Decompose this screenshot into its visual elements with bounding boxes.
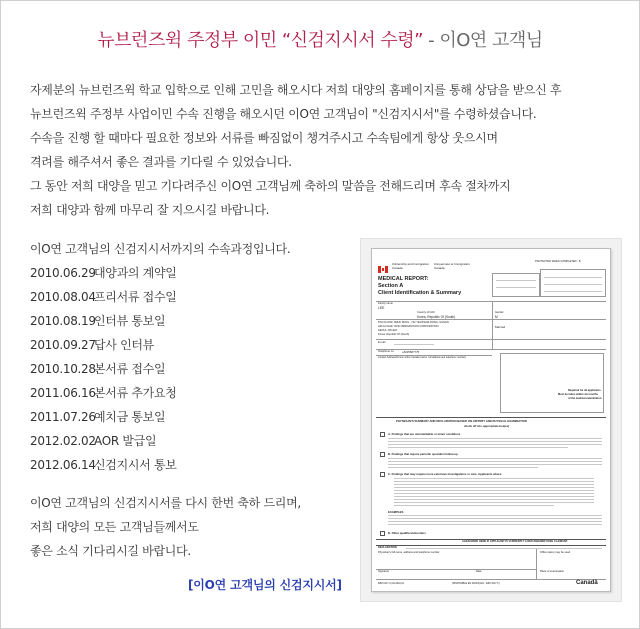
- step-event: 본서류 추가요청: [94, 386, 177, 400]
- alien-mark: ALIEN MARK HERE IF APPLICANT IS CURRENTLY A REFUGEE/REFUGEE CLAIMANT: [462, 540, 568, 543]
- check-all: check off ALL appropriate box(es): [464, 424, 510, 428]
- ids-box: [492, 273, 540, 297]
- protected-label: PROTECTED WHEN COMPLETED - B: [535, 260, 581, 263]
- step-date: 2010.09.27: [30, 338, 96, 352]
- document-image-frame: [360, 238, 622, 602]
- section-b-label: B. Findings that require periodic specialist follow-up: [388, 452, 458, 456]
- section-c-label: C. Findings that may require more extensive investigations or care. Applicants where:: [388, 472, 503, 476]
- intro-paragraph: [30, 78, 620, 222]
- page-title: [0, 26, 640, 52]
- canada-flag-icon: [378, 266, 388, 273]
- required-2: Must be taken within six months: [558, 393, 598, 396]
- gender: M: [495, 315, 498, 319]
- required-1: Required for all applicants.: [568, 389, 602, 392]
- intro-line: 수속을 진행 할 때마다 필요한 정보와 서류를 빠짐없이 챙겨주시고 수속팀에게 항상 웃으시며: [30, 131, 498, 145]
- process-step: [30, 381, 360, 405]
- process-step: [30, 309, 360, 333]
- checkbox-b: [380, 452, 385, 457]
- step-event: 프리서류 접수일: [94, 290, 177, 304]
- section-a-label: A. Findings that are unremarkable or minor conditions: [388, 432, 461, 436]
- address-line-4: Korea, Republic Of (South): [378, 333, 410, 336]
- section-d-label: D. Other qualifiers/disorders: [388, 531, 426, 535]
- physician-heading: PHYSICIAN'S SUMMARY AND DECLARATION BASED ON HISTORY AND PHYSICAL EXAMINATION: [396, 419, 527, 423]
- address-line-2: AM-GU DAE YANG IMMIGRATION CORPORATION: [378, 325, 439, 328]
- checkbox-c: [380, 472, 385, 477]
- footer-code: IMM 1017 A (04-2010) E: [378, 582, 404, 585]
- closing-line: 저희 대양의 모든 고객님들께서도: [30, 520, 199, 534]
- declaration-label: DECLARATION: [378, 546, 397, 549]
- intro-line: 저희 대양과 함께 마무리 잘 지으시길 바랍니다.: [30, 203, 270, 217]
- step-date: 2010.06.29: [30, 266, 96, 280]
- step-event: 답사 인터뷰: [94, 338, 154, 352]
- photo-box: [500, 353, 604, 413]
- intro-line: 격려를 해주셔서 좋은 결과를 기다릴 수 있었습니다.: [30, 155, 292, 169]
- step-event: 대양과의 계약일: [94, 266, 177, 280]
- step-date: 2010.10.28: [30, 362, 96, 376]
- footer-fr: (DISPONIBLE EN FRANÇAIS - IMM 1017 F): [452, 582, 500, 585]
- place-label: Place of examination: [540, 570, 565, 573]
- stamp-label: Office stamp may be used: [540, 551, 571, 554]
- country: Korea, Republic Of (South): [417, 315, 456, 319]
- country-label: Country of birth: [417, 311, 435, 314]
- closing-line: 이O연 고객님의 신검지시서를 다시 한번 축하 드리며,: [30, 496, 301, 510]
- date-label: Date: [476, 570, 482, 573]
- physician-label: Physician's full name, address and telephone number: [378, 551, 440, 554]
- form-title-2: Section A: [378, 283, 404, 289]
- step-event: 인터뷰 통보일: [94, 314, 166, 328]
- process-step: [30, 453, 360, 477]
- step-date: 2011.06.16: [30, 386, 96, 400]
- phone: +8225587775: [402, 350, 420, 354]
- process-step: [30, 285, 360, 309]
- form-title-1: MEDICAL REPORT:: [378, 276, 429, 282]
- checkbox-d: [380, 531, 385, 536]
- office-box: [540, 269, 606, 297]
- examples-label: EXAMPLES: [388, 510, 404, 514]
- gender-label: Gender: [495, 311, 504, 314]
- family-name: LEE: [378, 306, 385, 310]
- step-event: 본서류 접수일: [94, 362, 166, 376]
- checkbox-a: [380, 432, 385, 437]
- family-name-label: Family name: [378, 302, 393, 305]
- agency-en: Citizenship and Immigration Canada: [392, 262, 430, 270]
- marital-status: Married: [495, 325, 506, 329]
- step-event: 예치금 통보일: [94, 410, 166, 424]
- address-line-1: 8TH FLOOR, 9MHC BLDG., 722 YEOKSAM-DONG, GANGN: [378, 321, 449, 324]
- process-step: [30, 357, 360, 381]
- address-line-3: SEOUL 135-926: [378, 329, 397, 332]
- signature-label: Signature: [378, 570, 390, 573]
- contact-label: Contact Address/Person within Canada (name, full address and telephone number): [378, 356, 466, 359]
- step-date: 2011.07.26: [30, 410, 96, 424]
- step-date: 2012.06.14: [30, 458, 96, 472]
- agency-fr: Citoyenneté et Immigration Canada: [434, 262, 470, 270]
- intro-line: 그 동안 저희 대양을 믿고 기다려주신 이O연 고객님께 축하의 말씀을 전해드리며 후속 절차까지: [30, 179, 511, 193]
- process-step: [30, 405, 360, 429]
- process-step: [30, 429, 360, 453]
- process-list: [30, 237, 360, 477]
- closing-line: 좋은 소식 기다리시길 바랍니다.: [30, 544, 191, 558]
- process-step: [30, 333, 360, 357]
- step-date: 2010.08.19: [30, 314, 96, 328]
- required-3: of the medical examination.: [568, 397, 603, 400]
- closing-paragraph: [30, 491, 360, 563]
- step-date: 2012.02.02: [30, 434, 96, 448]
- email-label: E-mail: [378, 341, 386, 344]
- medical-report-document: [371, 248, 611, 592]
- process-heading: 이O연 고객님의 신검지시서까지의 수속과정입니다.: [30, 242, 291, 256]
- step-date: 2010.08.04: [30, 290, 96, 304]
- canada-wordmark: Canadä: [576, 580, 598, 586]
- intro-line: 자제분의 뉴브런즈윅 학교 입학으로 인해 고민을 해오시다 저희 대양의 홈페이지를 통해 상담을 받으신 후: [30, 83, 562, 97]
- phone-label: Telephone no.: [378, 350, 395, 353]
- intro-line: 뉴브런즈윅 주정부 사업이민 수속 진행을 해오시던 이O연 고객님이 "신검지시서"를 수령하셨습니다.: [30, 107, 537, 121]
- form-title-3: Client Identification & Summary: [378, 290, 462, 296]
- title-sub: - 이O연 고객님: [422, 30, 543, 51]
- title-main: 뉴브런즈윅 주정부 이민 “신검지시서 수령”: [97, 30, 423, 51]
- step-event: AOR 발급일: [94, 434, 157, 448]
- step-event: 신검지시서 통보: [94, 458, 177, 472]
- process-step: [30, 261, 360, 285]
- image-caption: [이O연 고객님의 신검지시서]: [188, 578, 342, 592]
